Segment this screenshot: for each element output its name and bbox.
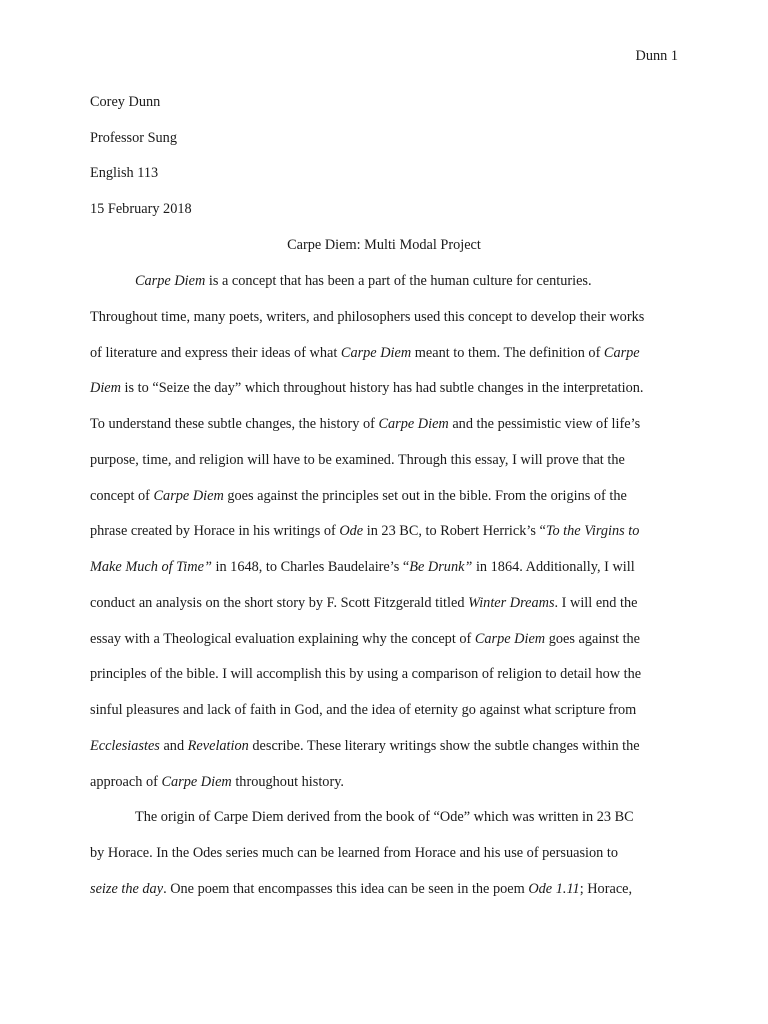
text-line bbox=[135, 807, 634, 827]
text-line bbox=[90, 557, 635, 577]
italic-text: Carpe Diem bbox=[153, 487, 224, 504]
text-run: phrase created by Horace in his writings of bbox=[90, 523, 340, 540]
text-run: is to “Seize the day” which throughout history has had subtle changes in the interpretation. bbox=[120, 380, 644, 397]
text-line bbox=[90, 521, 639, 541]
essay-date: 15 February 2018 bbox=[90, 201, 192, 217]
italic-text: Carpe Diem bbox=[378, 416, 449, 432]
text-line bbox=[90, 486, 627, 506]
italic-text: Make Much of Time” bbox=[90, 559, 212, 575]
text-run: meant to them. The definition of bbox=[411, 344, 604, 361]
text-run: in 23 BC, to Robert Herrick’s “ bbox=[363, 523, 546, 540]
text-run: ; Horace, bbox=[579, 880, 633, 897]
professor-name: Professor Sung bbox=[90, 130, 177, 146]
italic-text: Diem bbox=[90, 380, 121, 397]
text-line bbox=[90, 593, 638, 613]
text-run: . I will end the bbox=[554, 594, 638, 611]
italic-text: Carpe Diem bbox=[161, 773, 232, 790]
author-name: Corey Dunn bbox=[90, 94, 161, 110]
running-head: Dunn 1 bbox=[635, 48, 678, 64]
italic-text: To the Virgins to bbox=[545, 523, 640, 540]
text-run: concept of bbox=[90, 487, 154, 504]
italic-text: seize the day bbox=[90, 880, 164, 897]
text-run: and bbox=[159, 737, 188, 754]
course-name: English 113 bbox=[90, 165, 159, 181]
italic-text: Ecclesiastes bbox=[90, 737, 160, 754]
italic-text: Carpe Diem bbox=[340, 344, 412, 361]
text-line bbox=[90, 664, 641, 684]
text-run: purpose, time, and religion will have to be examined. Through this essay, I will prove that the bbox=[90, 451, 625, 468]
text-line bbox=[90, 450, 625, 470]
text-run: To understand these subtle changes, the history of bbox=[90, 416, 379, 432]
text-line bbox=[90, 879, 632, 899]
italic-text: Carpe Diem bbox=[474, 630, 546, 647]
text-line bbox=[90, 843, 618, 863]
text-run: principles of the bible. I will accomplish this by using a comparison of religion to detail how the bbox=[90, 666, 642, 683]
text-run: and the pessimistic view of life’s bbox=[448, 416, 641, 432]
text-run: throughout history. bbox=[231, 773, 345, 790]
text-run: . One poem that encompasses this idea can be seen in the poem bbox=[163, 880, 529, 897]
text-run: is a concept that has been a part of the human culture for centuries. bbox=[205, 273, 592, 289]
text-run: essay with a Theological evaluation explaining why the concept of bbox=[90, 630, 475, 647]
text-run: sinful pleasures and lack of faith in God, and the idea of eternity go against what scripture from bbox=[90, 702, 637, 718]
text-run: of literature and express their ideas of what bbox=[90, 344, 341, 361]
italic-text: Winter Dreams bbox=[468, 594, 555, 611]
text-line bbox=[90, 414, 640, 434]
text-run: approach of bbox=[90, 773, 162, 790]
italic-text: Revelation bbox=[187, 737, 249, 754]
text-run: in 1864. Additionally, I will bbox=[472, 559, 635, 575]
text-run: by Horace. In the Odes series much can be learned from Horace and his use of persuasion to bbox=[90, 845, 619, 861]
text-line bbox=[135, 271, 592, 291]
text-run: in 1648, to Charles Baudelaire’s “ bbox=[211, 559, 410, 575]
text-line bbox=[90, 700, 636, 720]
text-run: conduct an analysis on the short story by F. Scott Fitzgerald titled bbox=[90, 594, 469, 611]
text-line bbox=[90, 307, 644, 327]
text-run: describe. These literary writings show the subtle changes within the bbox=[248, 737, 640, 754]
essay-title: Carpe Diem: Multi Modal Project bbox=[287, 237, 481, 253]
italic-text: Ode 1.11 bbox=[528, 880, 580, 897]
italic-text: Be Drunk” bbox=[409, 559, 473, 575]
text-run: Throughout time, many poets, writers, and philosophers used this concept to develop their works bbox=[90, 308, 645, 325]
text-line bbox=[90, 736, 640, 756]
italic-text: Carpe bbox=[603, 344, 640, 361]
text-run: goes against the bbox=[545, 630, 641, 647]
text-line bbox=[90, 772, 344, 792]
text-run: goes against the principles set out in the bible. From the origins of the bbox=[223, 487, 627, 504]
text-run: The origin of Carpe Diem derived from the book of “Ode” which was written in 23 BC bbox=[135, 809, 634, 826]
text-line bbox=[90, 629, 640, 649]
italic-text: Carpe Diem bbox=[135, 273, 206, 289]
text-line bbox=[90, 378, 643, 398]
text-line bbox=[90, 343, 640, 363]
italic-text: Ode bbox=[339, 523, 364, 540]
